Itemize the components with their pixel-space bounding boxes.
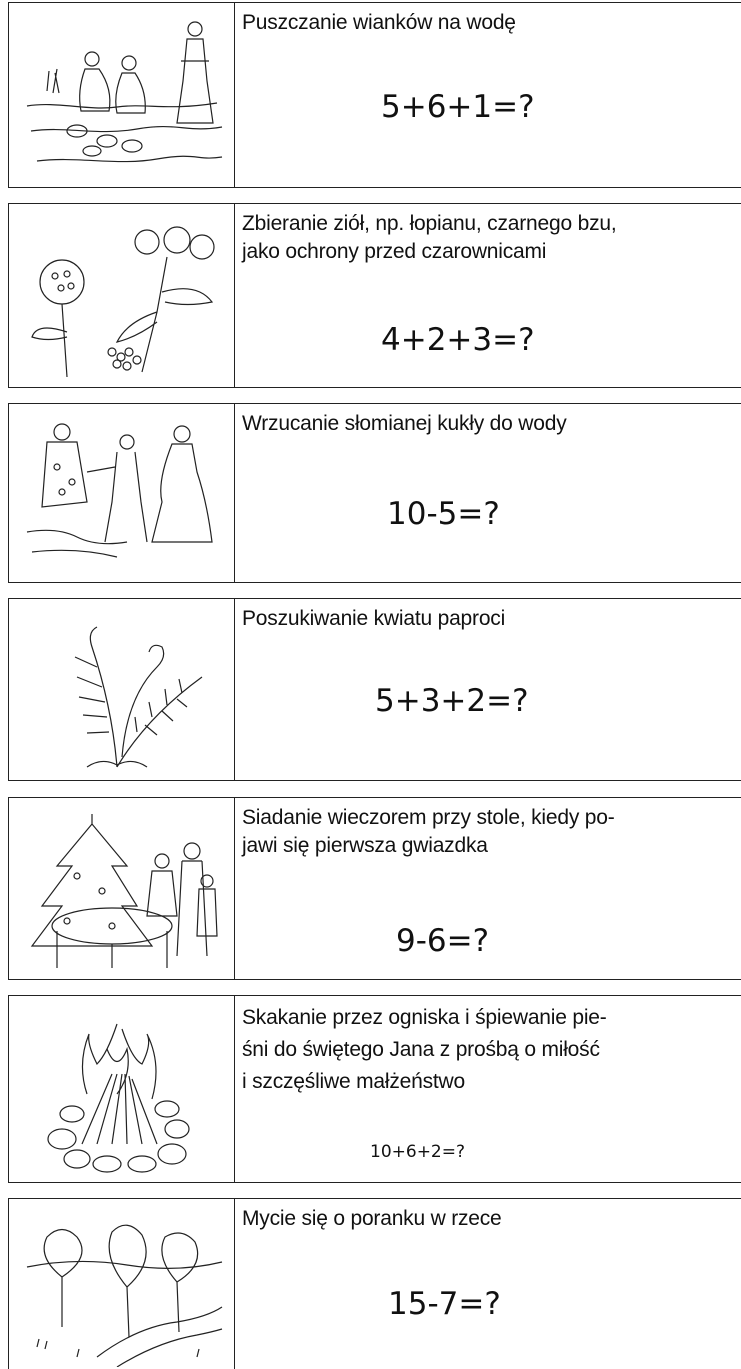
- activity-description: Wrzucanie słomianej kukły do wody: [242, 412, 567, 435]
- illustration-frame: [9, 599, 235, 780]
- illustration-frame: [9, 3, 235, 187]
- card-text-area: [242, 410, 741, 438]
- card-text-area: [242, 1002, 741, 1098]
- activity-card: [8, 797, 741, 980]
- math-equation: 4+2+3=?: [381, 322, 535, 358]
- card-text-area: [242, 9, 741, 37]
- card-text-area: [242, 605, 741, 633]
- girls-wreaths-river-icon: [17, 11, 227, 181]
- card-text-area: [242, 210, 741, 266]
- activity-card: [8, 598, 741, 781]
- activity-card: [8, 1198, 741, 1369]
- illustration-frame: [9, 204, 235, 387]
- activity-description: Poszukiwanie kwiatu paproci: [242, 607, 506, 630]
- math-equation: 5+6+1=?: [381, 89, 535, 125]
- activity-description: Puszczanie wianków na wodę: [242, 11, 516, 34]
- illustration-frame: [9, 404, 235, 582]
- river-trees-icon: [17, 1207, 227, 1367]
- math-equation: 10+6+2=?: [370, 1142, 466, 1162]
- activity-card: [8, 2, 741, 188]
- herbs-flowers-icon: [17, 212, 227, 380]
- activity-card: [8, 403, 741, 583]
- activity-card: [8, 995, 741, 1183]
- math-equation: 15-7=?: [388, 1286, 501, 1322]
- activity-card: [8, 203, 741, 388]
- illustration-frame: [9, 1199, 235, 1369]
- card-text-area: [242, 1205, 741, 1233]
- illustration-frame: [9, 996, 235, 1182]
- illustration-frame: [9, 798, 235, 979]
- activity-description: Skakanie przez ogniska i śpiewanie pie- śni do świętego Jana z prośbą o miłość i szczęśliwe małżeństwo: [242, 1006, 607, 1093]
- bonfire-icon: [17, 1004, 227, 1174]
- christmas-tree-table-icon: [17, 806, 227, 971]
- activity-description: Zbieranie ziół, np. łopianu, czarnego bzu, jako ochrony przed czarownicami: [242, 212, 617, 263]
- fern-icon: [17, 607, 227, 772]
- card-text-area: [242, 804, 741, 860]
- math-equation: 9-6=?: [396, 923, 490, 959]
- activity-description: Siadanie wieczorem przy stole, kiedy po- jawi się pierwsza gwiazdka: [242, 806, 615, 857]
- activity-description: Mycie się o poranku w rzece: [242, 1207, 502, 1230]
- math-equation: 5+3+2=?: [375, 683, 529, 719]
- straw-doll-people-icon: [17, 412, 227, 574]
- math-equation: 10-5=?: [387, 496, 500, 532]
